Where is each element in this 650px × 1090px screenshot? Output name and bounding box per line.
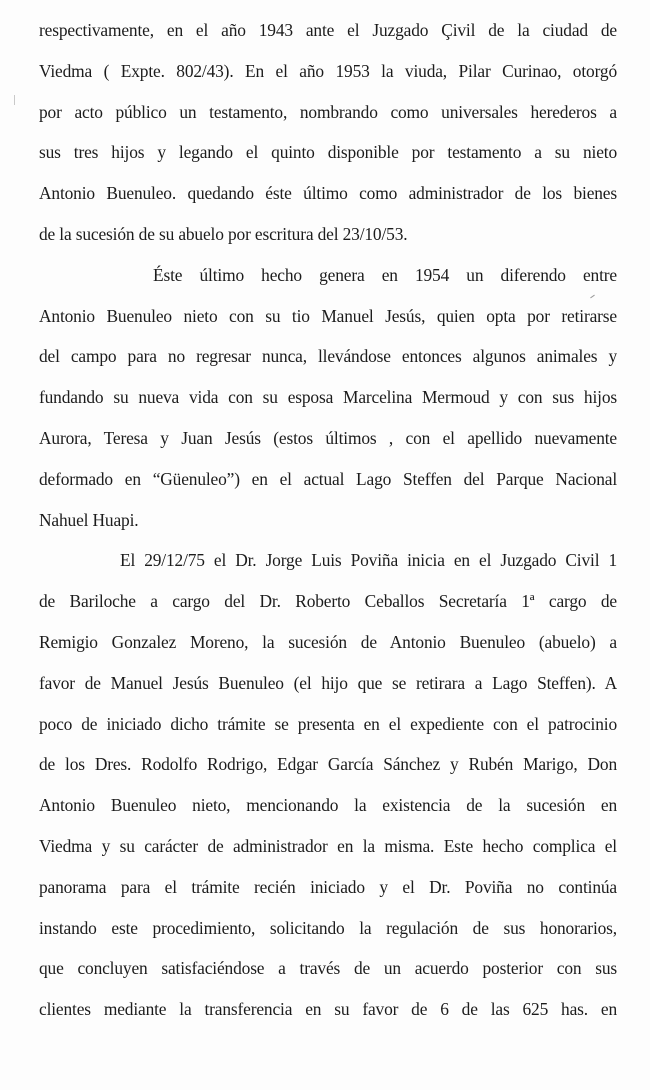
- text-line: fundando su nueva vida con su esposa Marcelina Mermoud y con sus hijos: [39, 387, 617, 408]
- text-line: de la sucesión de su abuelo por escritura del 23/10/53.: [39, 223, 408, 244]
- text-line: panorama para el trámite recién iniciado y el Dr. Poviña no continúa: [39, 876, 617, 897]
- text-line: Viedma ( Expte. 802/43). En el año 1953 la viuda, Pilar Curinao, otorgó: [39, 60, 617, 81]
- text-line: Nahuel Huapi.: [39, 509, 139, 530]
- text-line: poco de iniciado dicho trámite se presenta en el expediente con el patrocinio: [39, 713, 617, 734]
- text-line: Antonio Buenuleo nieto con su tio Manuel Jesús, quien opta por retirarse: [39, 305, 617, 326]
- text-line: Antonio Buenuleo nieto, mencionando la existencia de la sucesión en: [39, 795, 617, 816]
- text-line: que concluyen satisfaciéndose a través de un acuerdo posterior con sus: [39, 958, 617, 979]
- text-line: por acto público un testamento, nombrando como universales herederos a: [39, 101, 617, 122]
- text-line: Antonio Buenuleo. quedando éste último como administrador de los bienes: [39, 183, 617, 204]
- scan-artifact: [14, 95, 15, 105]
- text-line: favor de Manuel Jesús Buenuleo (el hijo que se retirara a Lago Steffen). A: [39, 672, 617, 693]
- text-line: del campo para no regresar nunca, llevándose entonces algunos animales y: [39, 346, 617, 367]
- text-line: Remigio Gonzalez Moreno, la sucesión de Antonio Buenuleo (abuelo) a: [39, 631, 617, 652]
- text-line: respectivamente, en el año 1943 ante el Juzgado Çivil de la ciudad de: [39, 20, 617, 40]
- text-line: instando este procedimiento, solicitando la regulación de sus honorarios,: [39, 917, 617, 938]
- text-line: clientes mediante la transferencia en su favor de 6 de las 625 has. en: [39, 999, 617, 1020]
- text-line: sus tres hijos y legando el quinto disponible por testamento a su nieto: [39, 142, 617, 163]
- document-body: [39, 13, 617, 1033]
- text-line: Viedma y su carácter de administrador en la misma. Este hecho complica el: [39, 835, 617, 856]
- text-line: El 29/12/75 el Dr. Jorge Luis Poviña inicia en el Juzgado Civil 1: [120, 550, 617, 571]
- text-line: de Bariloche a cargo del Dr. Roberto Ceballos Secretaría 1ª cargo de: [39, 591, 617, 612]
- text-line: Éste último hecho genera en 1954 un diferendo entre: [153, 264, 617, 285]
- text-line: deformado en “Güenuleo”) en el actual Lago Steffen del Parque Nacional: [39, 468, 617, 489]
- paragraph-3: [39, 543, 617, 1033]
- paragraph-1: [39, 13, 617, 258]
- text-line: de los Dres. Rodolfo Rodrigo, Edgar García Sánchez y Rubén Marigo, Don: [39, 754, 617, 775]
- text-line: Aurora, Teresa y Juan Jesús (estos últimos , con el apellido nuevamente: [39, 427, 617, 448]
- paragraph-2: [39, 258, 617, 544]
